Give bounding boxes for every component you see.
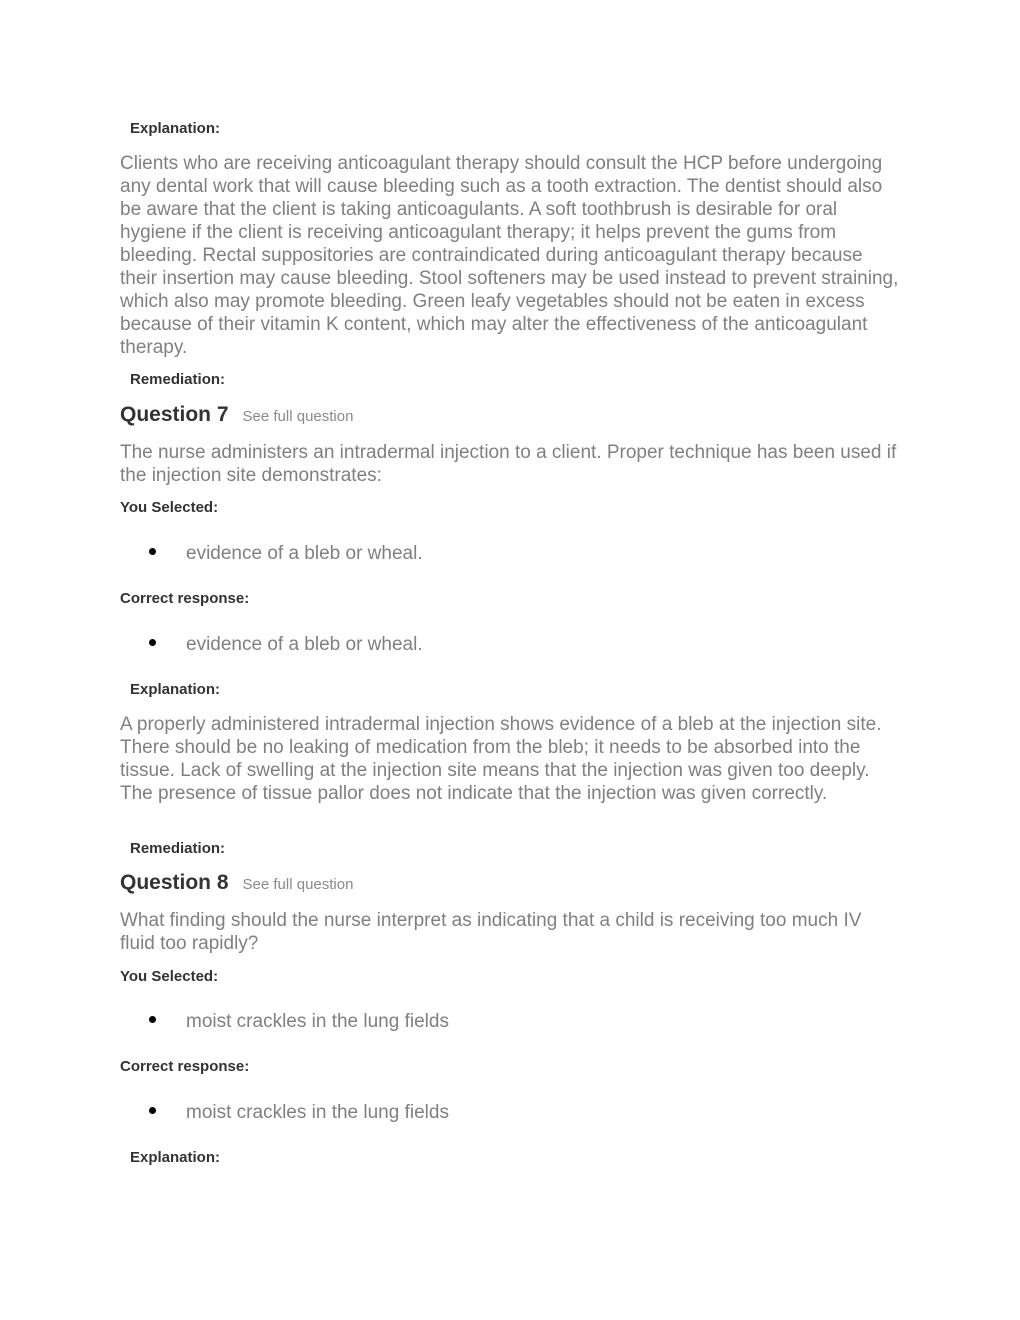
selected-answer-text: moist crackles in the lung fields — [186, 1011, 449, 1032]
explanation-label: Explanation: — [130, 681, 221, 698]
see-full-question-link[interactable]: See full question — [242, 876, 354, 893]
you-selected-label: You Selected: — [120, 968, 219, 985]
correct-answer-text: moist crackles in the lung fields — [186, 1102, 449, 1123]
question-prompt: What finding should the nurse interpret as indicating that a child is receiving too much IV fluid too rapidly? — [120, 910, 862, 954]
question-title: Question 8 — [120, 871, 229, 894]
correct-answer-text: evidence of a bleb or wheal. — [186, 634, 423, 655]
question-prompt: The nurse administers an intradermal injection to a client. Proper technique has been used if the injection site demonstrates: — [120, 442, 897, 486]
bullet-icon — [149, 1107, 156, 1114]
bullet-icon — [149, 548, 156, 555]
remediation-label: Remediation: — [130, 840, 226, 857]
correct-response-label: Correct response: — [120, 1058, 250, 1075]
selected-answer-text: evidence of a bleb or wheal. — [186, 543, 423, 564]
bullet-icon — [149, 639, 156, 646]
question-heading — [120, 871, 353, 897]
explanation-label: Explanation: — [130, 1149, 221, 1166]
question-title: Question 7 — [120, 403, 229, 426]
explanation-text: Clients who are receiving anticoagulant therapy should consult the HCP before undergoing any dental work that will cause bleeding such as a tooth extraction. The dentist should also be aware that the client is taking anticoagulants. A soft toothbrush is desirable for oral hygiene if the client is receiving anticoagulant therapy; it helps prevent the gums from bleeding. Rectal suppositories are contraindicated during anticoagulant therapy because their insertion may cause bleeding. Stool softeners may be used instead to prevent straining, which also may promote bleeding. Green leafy vegetables should not be eaten in excess because of their vitamin K content, which may alter the effectiveness of the anticoagulant therapy. — [120, 153, 899, 358]
see-full-question-link[interactable]: See full question — [242, 408, 354, 425]
selected-answer-item — [120, 1010, 900, 1034]
question-heading — [120, 403, 353, 429]
correct-answer-item — [120, 1101, 900, 1125]
correct-response-label: Correct response: — [120, 590, 250, 607]
bullet-icon — [149, 1016, 156, 1023]
explanation-label: Explanation: — [130, 120, 221, 137]
selected-answer-item — [120, 542, 900, 566]
explanation-text: A properly administered intradermal injection shows evidence of a bleb at the injection site. There should be no leaking of medication from the bleb; it needs to be absorbed into the tissue. Lack of swelling at the injection site means that the injection was given too deeply. The presence of tissue pallor does not indicate that the injection was given correctly. — [120, 714, 882, 804]
correct-answer-item — [120, 633, 900, 657]
you-selected-label: You Selected: — [120, 499, 219, 516]
remediation-label: Remediation: — [130, 371, 226, 388]
